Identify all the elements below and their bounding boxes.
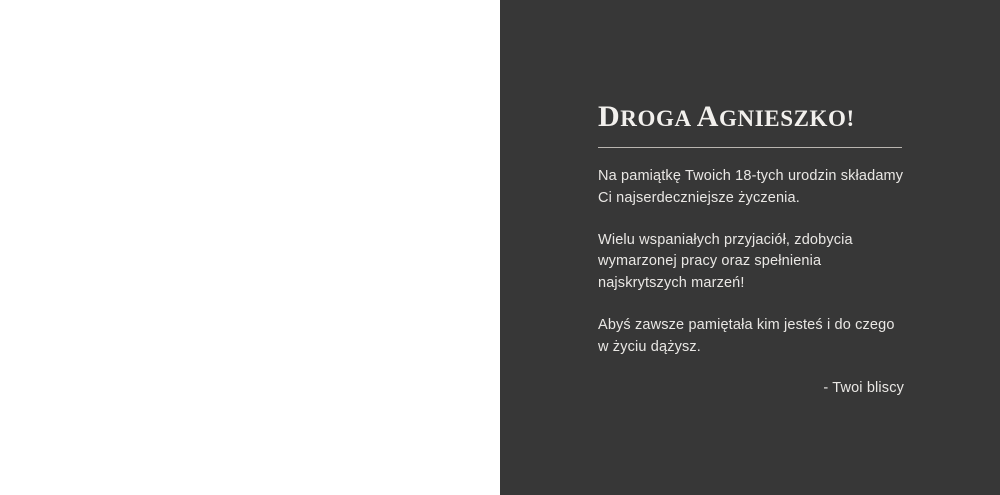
card-paragraph-3: Abyś zawsze pamiętała kim jesteś i do czego w życiu dążysz. (598, 316, 895, 355)
card-right-page (500, 0, 1000, 495)
heading-divider (598, 147, 902, 148)
card-signature: - Twoi bliscy (823, 380, 904, 397)
card-heading-roga: ROGA (620, 106, 697, 131)
card-heading-initial-a: A (696, 100, 720, 133)
card-paragraph-1: Na pamiątkę Twoich 18-tych urodzin składamy Ci najserdeczniejsze życzenia. (598, 168, 904, 206)
card-heading-initial-d: D (598, 100, 621, 133)
card-text-block (598, 100, 906, 396)
card-heading (598, 100, 906, 133)
card-heading-gnieszko: GNIESZKO! (719, 106, 855, 131)
card-paragraph-2: Wielu wspaniałych przyjaciół, zdobycia wymarzonej pracy oraz spełnienia najskrytszych marzeń! (598, 231, 853, 291)
